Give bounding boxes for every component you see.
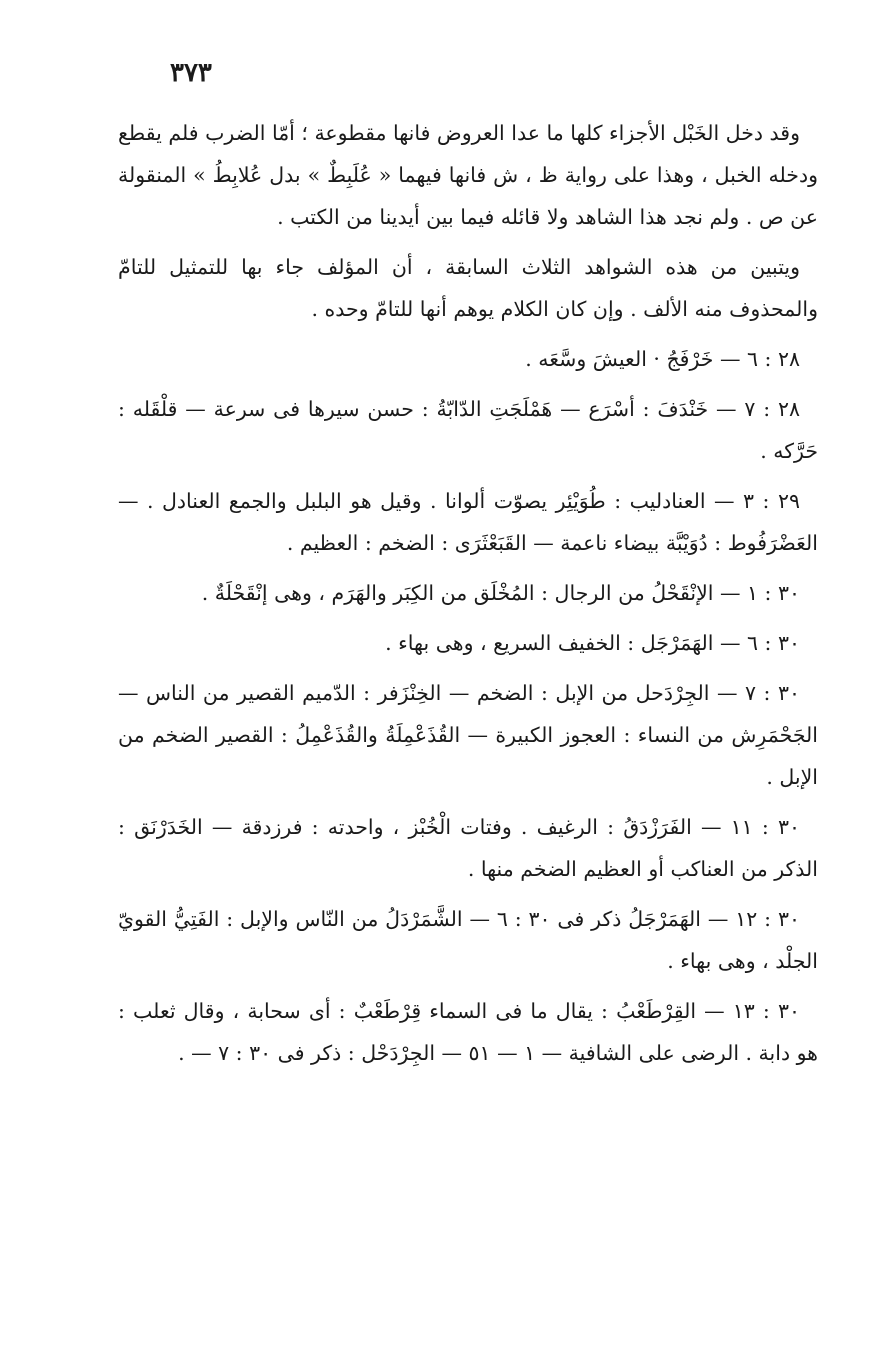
gloss-entry-28-7: ٢٨ : ٧ — خَنْدَفَ : أسْرَع — هَمْلَجَتِ الدّابّةُ : حسن سيرها فى سرعة — قلْقَله : حَرَّكه .	[118, 397, 818, 463]
page-body	[118, 112, 818, 1082]
gloss-entry-30-12: ٣٠ : ١٢ — الهَمَرْجَلُ ذكر فى ٣٠ : ٦ — الشَّمَرْدَلُ من النّاس والإبل : الفَتِيُّ القويّ الجلْد ، وهى بهاء .	[118, 907, 818, 973]
gloss-entry-30-13: ٣٠ : ١٣ — القِرْطَعْبُ : يقال ما فى السماء قِرْطَعْبٌ : أى سحابة ، وقال ثعلب : هو دابة . الرضى على الشافية — ١ — ٥١ — الجِرْدَحْل : ذكر فى ٣٠ : ٧ — .	[118, 999, 818, 1065]
gloss-entry-30-1: ٣٠ : ١ — الإنْقَحْلُ من الرجال : المُخْلَق من الكِبَر والهَرَم ، وهى إنْقَحْلَةٌ .	[201, 581, 800, 605]
gloss-entry-30-11: ٣٠ : ١١ — الفَرَزْدَقُ : الرغيف . وفتات الْخُبْز ، واحدته : فرزدقة — الخَدَرْنَق : الذكر من العناكب أو العظيم الضخم منها .	[118, 815, 818, 881]
paragraph-intro: وقد دخل الخَبْل الأجزاء كلها ما عدا العروض فانها مقطوعة ؛ أمّا الضرب فلم يقطع ودخله الخبل ، وهذا على رواية ظ ، ش فانها فيهما « عُلَبِطٌ » بدل عُلابِطُ » المنقولة عن ص . ولم نجد هذا الشاهد ولا قائله فيما بين أيدينا من الكتب .	[118, 121, 818, 229]
gloss-entry-30-6: ٣٠ : ٦ — الهَمَرْجَل : الخفيف السريع ، وهى بهاء .	[385, 631, 800, 655]
gloss-entry-29-3: ٢٩ : ٣ — العنادليب : طُوَيْئِر يصوّت ألوانا . وقيل هو البلبل والجمع العنادل . — العَضْرَفُوط : دُوَيْبَّة بيضاء ناعمة — القَبَعْثَرَى : الضخم : العظيم .	[118, 489, 818, 555]
paragraph-note: ويتبين من هذه الشواهد الثلاث السابقة ، أن المؤلف جاء بها للتمثيل للتامّ والمحذوف منه الألف . وإن كان الكلام يوهم أنها للتامّ وحده .	[118, 255, 818, 321]
page-number: ٣٧٣	[170, 58, 212, 88]
gloss-entry-28-6: ٢٨ : ٦ — خَرْفَجُ · العيشَ وسَّعَه .	[525, 347, 800, 371]
gloss-entry-30-7: ٣٠ : ٧ — الجِرْدَحل من الإبل : الضخم — الخِنْزَفر : الدّميم القصير من الناس — الجَحْمَرِش من النساء : العجوز الكبيرة — القُذَعْمِلَةُ والقُذَعْمِلُ : القصير الضخم من الإبل .	[118, 681, 818, 789]
